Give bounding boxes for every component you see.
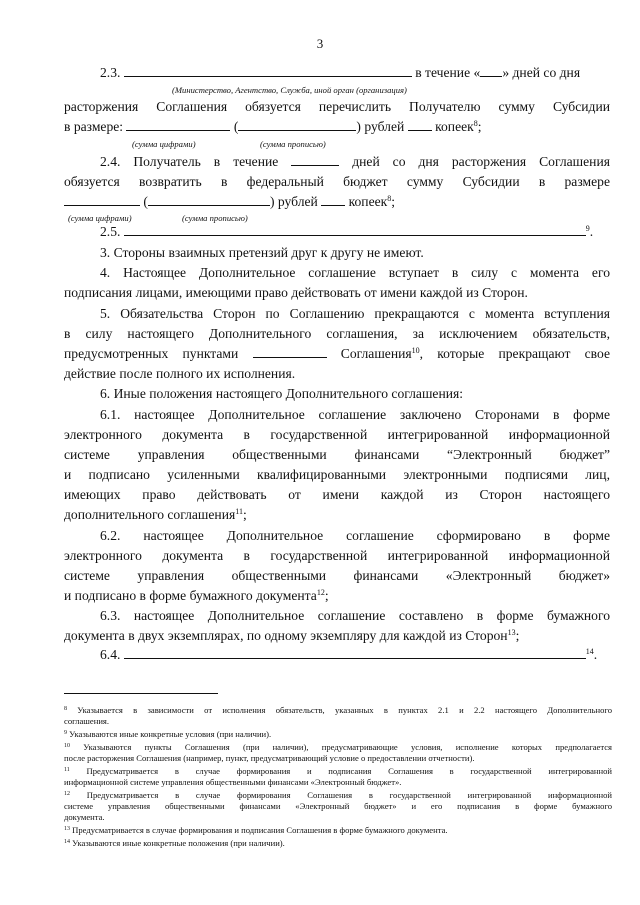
- footnote-ref: 12: [316, 588, 325, 597]
- blank-other-provisions[interactable]: [124, 646, 586, 659]
- footnote-12-line-2: системе управления общественными финансами «Электронный бюджет» и его подписания в форме бумажного: [64, 801, 612, 811]
- paragraph-6-3-line-1: 6.3. настоящее Дополнительное соглашение составлено в форме бумажного: [100, 608, 610, 623]
- paragraph-6-1-line-2: электронного документа в государственной интегрированной информационной: [64, 427, 610, 442]
- footnote-10-line-2: после расторжения Соглашения (например, пункт, предусматривающий условие о предоставлении отчетности).: [64, 753, 475, 763]
- paragraph-5-line-3: предусмотренных пунктами Соглашения$^{10}$, которые прекращают свое: [64, 346, 611, 361]
- blank-clauses[interactable]: [253, 345, 327, 358]
- footnote-ref: 11: [235, 507, 243, 516]
- footnote-8-line-1: $^8$ Указывается в зависимости от исполнения обязательств, указанных в пунктах 2.1 и 2.2 настоящего Дополнительного: [64, 705, 612, 715]
- paragraph-6: 6. Иные положения настоящего Дополнительного соглашения:: [100, 386, 464, 401]
- footnote-11-line-1: $^{11}$ Предусматривается в случае формирования и подписания Соглашения в государственной интегрированной: [64, 766, 612, 776]
- footnote-11-line-2: информационной системе управления общественными финансами «Электронный бюджет».: [64, 777, 402, 787]
- paragraph-2-3-line-1: 2.3. в течение « » дней со дня: [100, 65, 581, 80]
- paragraph-6-2-line-2: электронного документа в государственной интегрированной информационной: [64, 548, 610, 563]
- footnote-8-line-2: соглашения.: [64, 716, 110, 726]
- footnote-10-line-1: $^{10}$ Указываются пункты Соглашения (при наличии), предусматривающие условия, исполнение которых предполагается: [64, 742, 612, 752]
- paragraph-4-line-2: подписания лицами, имеющими право действовать от имени каждой из Сторон.: [64, 285, 528, 300]
- paragraph-6-1-line-1: 6.1. настоящее Дополнительное соглашение заключено Сторонами в форме: [100, 407, 610, 422]
- blank-amount-digits[interactable]: [126, 118, 230, 131]
- footnote-ref: 10: [411, 346, 420, 355]
- paragraph-5-line-1: 5. Обязательства Сторон по Соглашению прекращаются с момента вступления: [100, 306, 610, 321]
- footnote-ref: 14: [585, 647, 594, 656]
- blank-return-digits[interactable]: [64, 193, 140, 206]
- blank-other-conditions[interactable]: [124, 223, 586, 236]
- paragraph-2-3-line-2: расторжения Соглашения обязуется перечислить Получателю сумму Субсидии: [64, 99, 610, 114]
- blank-return-words[interactable]: [148, 193, 270, 206]
- item-number: 2.3.: [100, 65, 121, 80]
- caption-organization: (Министерство, Агентство, Служба, иной орган (организация): [172, 85, 407, 95]
- paragraph-6-2-line-4: и подписано в форме бумажного документа$^{12}$;: [64, 588, 329, 603]
- paragraph-6-1-line-4: и подписано усиленными квалифицированными электронными подписями лиц,: [64, 467, 610, 482]
- paragraph-3: 3. Стороны взаимных претензий друг к другу не имеют.: [100, 245, 424, 260]
- caption-sum-digits: (сумма цифрами): [132, 139, 196, 149]
- footnote-ref: 8: [387, 194, 392, 203]
- paragraph-6-2-line-1: 6.2. настоящее Дополнительное соглашение сформировано в форме: [100, 528, 610, 543]
- footnote-ref: 9: [585, 224, 590, 233]
- paragraph-6-2-line-3: системе управления общественными финансами «Электронный бюджет»: [64, 568, 610, 583]
- paragraph-6-1-line-6: дополнительного соглашения$^{11}$;: [64, 507, 247, 522]
- paragraph-6-1-line-5: имеющих право действовать от имени каждой из Сторон настоящего: [64, 487, 610, 502]
- footnote-ref: 13: [507, 628, 516, 637]
- footnote-ref: 8: [473, 119, 478, 128]
- paragraph-5-line-2: в силу настоящего Дополнительного соглашения, за исключением обязательств,: [64, 326, 610, 341]
- paragraph-2-5: 2.5. $^9$.: [100, 224, 594, 239]
- paragraph-2-4-line-1: 2.4. Получатель в течение дней со дня расторжения Соглашения: [100, 154, 610, 169]
- blank-return-days[interactable]: [291, 153, 339, 166]
- footnote-12-line-1: $^{12}$ Предусматривается в случае формирования Соглашения в государственной интегрированной информационной: [64, 790, 612, 800]
- footnote-14: $^{14}$ Указываются иные конкретные положения (при наличии).: [64, 838, 285, 848]
- paragraph-4-line-1: 4. Настоящее Дополнительное соглашение вступает в силу с момента его: [100, 265, 610, 280]
- paragraph-6-4: 6.4. $^{14}$.: [100, 647, 598, 662]
- blank-rubles-kopecks[interactable]: [408, 118, 432, 131]
- paragraph-6-3-line-2: документа в двух экземплярах, по одному экземпляру для каждой из Сторон$^{13}$;: [64, 628, 520, 643]
- paragraph-5-line-4: действие после полного их исполнения.: [64, 366, 296, 381]
- caption-sum-words: (сумма прописью): [260, 139, 326, 149]
- paragraph-2-4-line-2: обязуется возвратить в федеральный бюджет сумму Субсидии в размере: [64, 174, 610, 189]
- paragraph-6-1-line-3: системе управления общественными финансами “Электронный бюджет”: [64, 447, 610, 462]
- paragraph-2-3-line-3: в размере: ( ) рублей копеек$^8$;: [64, 119, 482, 134]
- caption-sum-digits-2: (сумма цифрами): [68, 213, 132, 223]
- blank-return-kopecks[interactable]: [321, 193, 345, 206]
- footnote-13: $^{13}$ Предусматривается в случае формирования и подписания Соглашения в форме бумажного документа.: [64, 825, 448, 835]
- footnote-separator: [64, 693, 218, 694]
- footnote-12-line-3: документа.: [64, 812, 105, 822]
- blank-amount-words[interactable]: [238, 118, 356, 131]
- blank-days[interactable]: [480, 64, 502, 77]
- footnote-9: $^9$ Указываются иные конкретные условия (при наличии).: [64, 729, 272, 739]
- page-number: 3: [316, 36, 324, 51]
- caption-sum-words-2: (сумма прописью): [182, 213, 248, 223]
- blank-organization[interactable]: [124, 64, 412, 77]
- paragraph-2-4-line-3: ( ) рублей копеек$^8$;: [64, 192, 610, 212]
